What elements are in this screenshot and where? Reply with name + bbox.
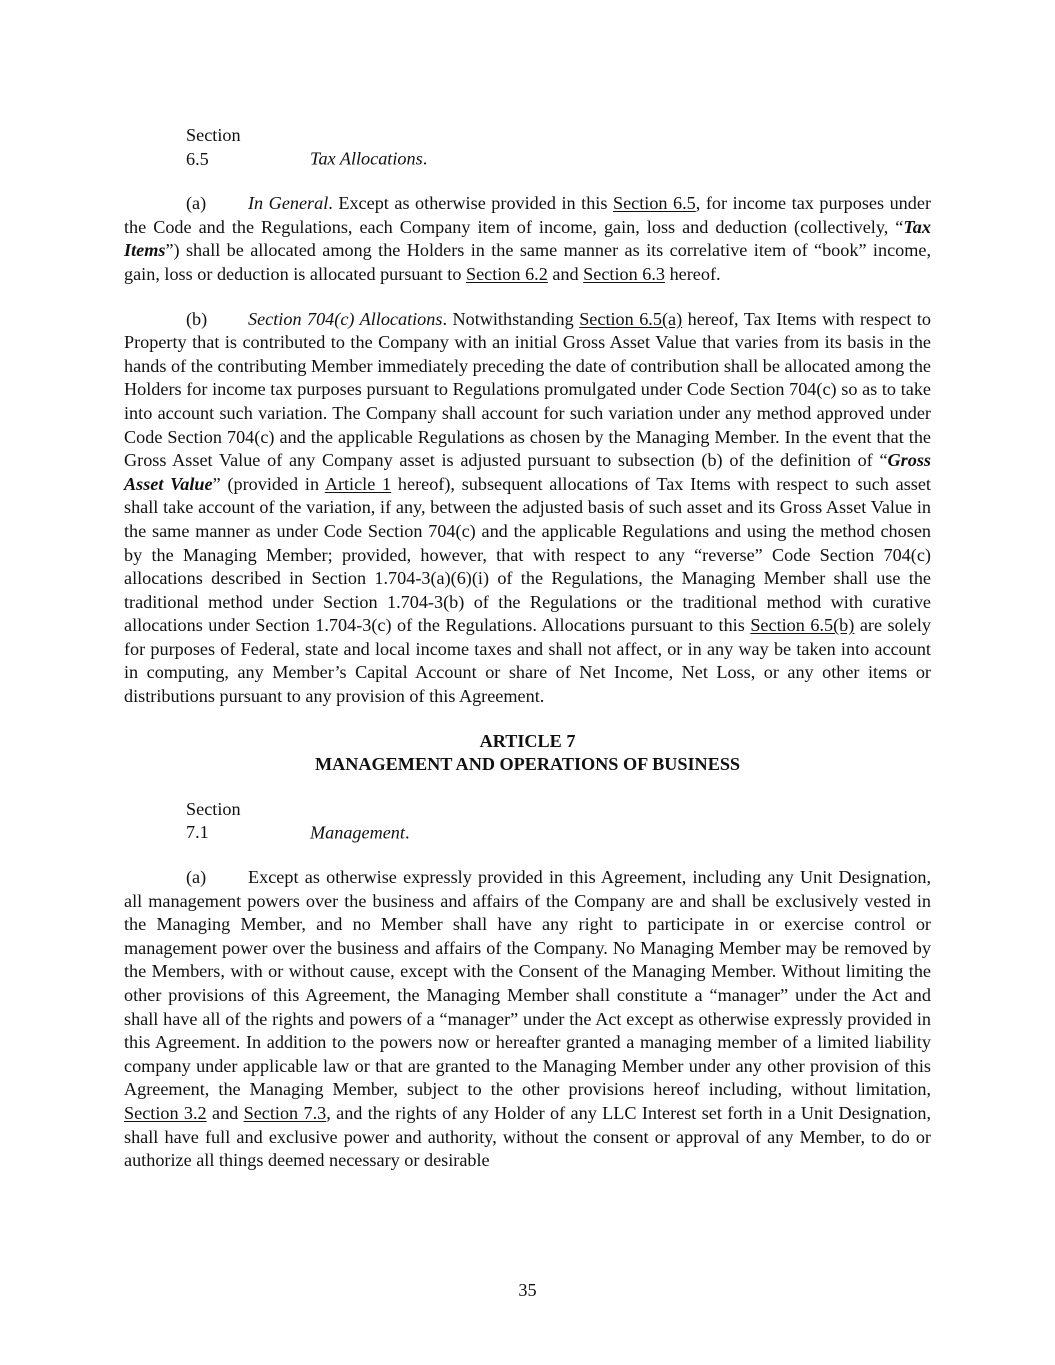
section-title: Management [310,822,405,843]
section-7-1-a: (a) Except as otherwise expressly provided in this Agreement, including any Unit Designation, all management powers over the business and affairs of the Company are and shall be exclusively vested in the Managing Member, and no Member shall have any right to participate in or exercise control or management power over the business and affairs of the Company. No Managing Member may be removed by the Members, with or without cause, except with the Consent of the Managing Member. Without limiting the other provisions of this Agreement, the Managing Member shall constitute a “manager” under the Act and shall have all of the rights and powers of a “manager” under the Act except as otherwise expressly provided in this Agreement. In addition to the powers now or hereafter granted a managing member of a limited liability company under applicable law or that are granted to the Managing Member under any other provision of this Agreement, the Managing Member, subject to the other provisions hereof including, without limitation, Section 3.2 and Section 7.3, and the rights of any Holder of any LLC Interest set forth in a Unit Designation, shall have full and exclusive power and authority, without the consent or approval of any Member, to do or authorize all things deemed necessary or desirable [124,867,931,1171]
section-number: Section 6.5 [186,125,241,169]
cross-reference: Section 6.5(a) [579,308,683,329]
clause-heading: Section 704(c) Allocations [248,308,443,329]
defined-term: Tax Items [124,216,931,261]
page-number: 35 [518,1280,537,1300]
section-6-5-b: (b) Section 704(c) Allocations. Notwithstanding Section 6.5(a) hereof, Tax Items with respect to Property that is contributed to the Company with an initial Gross Asset Value that varies from its basis in the hands of the contributing Member immediately preceding the date of contribution shall be allocated among the Holders for income tax purposes pursuant to Regulations promulgated under Code Section 704(c) so as to take into account such variation. The Company shall account for such variation under any method approved under Code Section 704(c) and the applicable Regulations as chosen by the Managing Member. In the event that the Gross Asset Value of any Company asset is adjusted pursuant to subsection (b) of the definition of “Gross Asset Value” (provided in Article 1 hereof), subsequent allocations of Tax Items with respect to such asset shall take account of the variation, if any, between the adjusted basis of such asset and its Gross Asset Value in the same manner as under Code Section 704(c) and the applicable Regulations and using the method chosen by the Managing Member; provided, however, that with respect to any “reverse” Code Section 704(c) allocations described in Section 1.704-3(a)(6)(i) of the Regulations, the Managing Member shall use the traditional method under Section 1.704-3(b) of the Regulations or the traditional method with curative allocations under Section 1.704-3(c) of the Regulations. Allocations pursuant to this Section 6.5(b) are solely for purposes of Federal, state and local income taxes and shall not affect, or in any way be taken into account in computing, any Member’s Capital Account or share of Net Income, Net Loss, or any other items or distributions pursuant to any provision of this Agreement. [124,308,931,707]
section-6-5-heading: Section 6.5 Tax Allocations. [124,124,931,171]
cross-reference: Section 3.2 [124,1102,207,1123]
defined-term: Gross Asset Value [124,450,931,494]
article-title: MANAGEMENT AND OPERATIONS OF BUSINESS [314,754,741,775]
cross-reference: Article 1 [324,473,392,494]
clause-label: (b) [186,308,208,329]
article-number: ARTICLE 7 [479,730,576,751]
cross-reference: Section 6.5 [612,193,696,214]
clause-heading: In General [248,193,329,214]
section-title: Tax Allocations [310,148,423,169]
cross-reference: Section 7.3 [243,1102,327,1123]
document-page [124,124,931,1173]
section-number: Section 7.1 [186,798,241,843]
clause-label: (a) [186,193,207,214]
article-heading [124,730,931,777]
section-7-1-heading: Section 7.1 Management. [124,798,931,845]
clause-label: (a) [186,867,207,888]
cross-reference: Section 6.3 [583,263,666,284]
section-6-5-a: (a) In General. Except as otherwise provided in this Section 6.5, for income tax purposes under the Code and the Regulations, each Company item of income, gain, loss and deduction (collectively, “Tax Items”) shall be allocated among the Holders in the same manner as its correlative item of “book” income, gain, loss or deduction is allocated pursuant to Section 6.2 and Section 6.3 hereof. [124,193,931,284]
cross-reference: Section 6.5(b) [750,615,855,636]
cross-reference: Section 6.2 [465,263,548,284]
